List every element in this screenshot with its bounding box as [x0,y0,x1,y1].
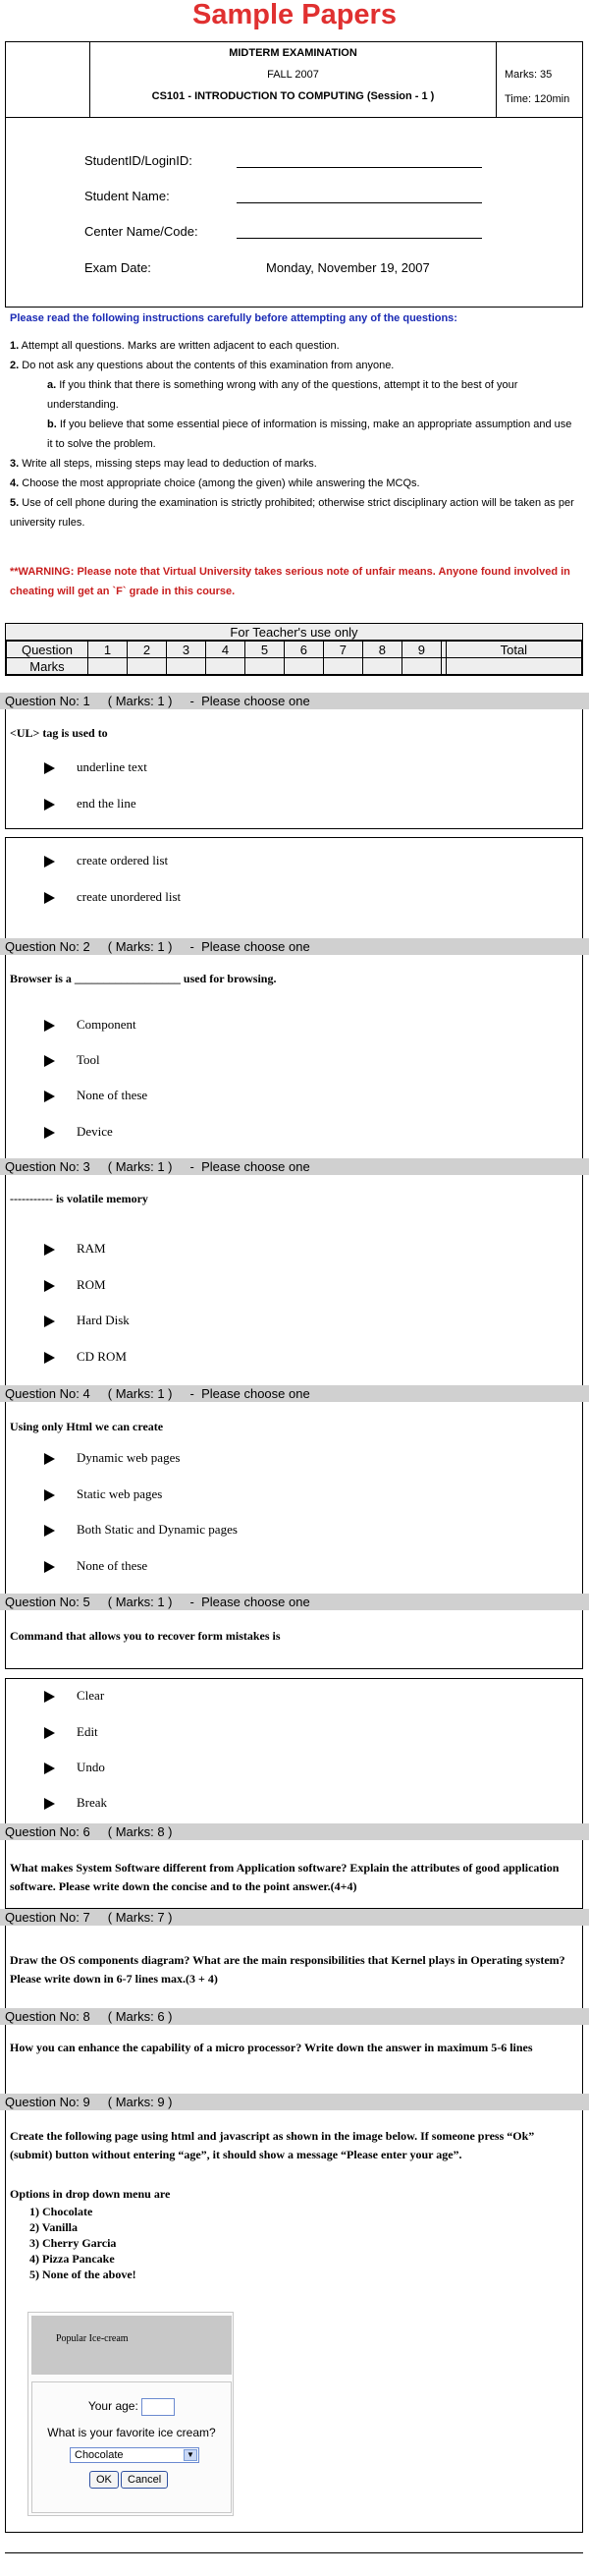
q1-option-4[interactable]: create unordered list [44,889,181,905]
question-2-text: Browser is a __________________ used for browsing. [10,972,277,985]
icecream-form-preview [27,2312,234,2516]
arrow-icon [44,1489,55,1501]
list-item: 3) Cherry Garcia [29,2236,117,2250]
teacher-col: 7 [323,642,362,658]
teacher-col: 8 [362,642,402,658]
question-7-bar: Question No: 7 ( Marks: 7 ) [0,1909,589,1926]
list-item: 2) Vanilla [29,2220,79,2234]
teacher-table [5,623,583,676]
icecream-banner: Popular Ice-cream [31,2316,232,2375]
marks-cell[interactable] [284,658,323,675]
exam-date-value: Monday, November 19, 2007 [266,260,430,275]
arrow-icon [44,1453,55,1465]
question-7-text: Draw the OS components diagram? What are the main responsibilities that Kernel plays in Operating system? Please write down in 6-7 lines max.(3 + 4) [10,1953,565,1986]
header-center [90,42,496,117]
instructions-heading: Please read the following instructions carefully before attempting any of the questions: [10,312,457,324]
question-6-text: What makes System Software different from Application software? Explain the attributes of good application software. Please write down the concise and to the point answer.(4+4) [10,1861,560,1893]
q1-option-2[interactable]: end the line [44,796,136,812]
teacher-col: 2 [127,642,166,658]
q5-option-3[interactable]: Undo [44,1760,105,1775]
arrow-icon [44,1798,55,1810]
student-id-label: StudentID/LoginID: [84,153,192,168]
favorite-label: What is your favorite ice cream? [47,2426,216,2439]
q3-option-2[interactable]: ROM [44,1277,106,1293]
instruction-4: 4. Choose the most appropriate choice (among the given) while answering the MCQs. [10,477,420,489]
q1-option-3[interactable]: create ordered list [44,853,168,868]
age-input[interactable] [141,2398,175,2416]
instruction-5: 5. Use of cell phone during the examination is strictly prohibited; otherwise strict disciplinary action will be taken as per university rules. [10,497,574,529]
arrow-icon [44,799,55,811]
age-label: Your age: [87,2399,138,2414]
teacher-col: 9 [402,642,441,658]
arrow-icon [44,1561,55,1573]
center-label: Center Name/Code: [84,224,198,239]
divider [5,307,583,308]
arrow-icon [44,1525,55,1537]
q3-option-1[interactable]: RAM [44,1241,106,1257]
q2-option-4[interactable]: Device [44,1124,113,1140]
q5-option-1[interactable]: Clear [44,1688,104,1704]
header-blank-cell [6,42,90,117]
question-4-bar: Question No: 4 ( Marks: 1 ) - Please choose one [0,1385,589,1402]
marks-cell[interactable] [205,658,244,675]
arrow-icon [44,1727,55,1739]
marks-cell[interactable] [88,658,128,675]
question-9-text: Create the following page using html and javascript as shown in the image below. If someone press “Ok” (submit) button without entering “age”, it should show a message “Please enter your age”. [10,2129,535,2161]
question-6-bar: Question No: 6 ( Marks: 8 ) [0,1823,589,1840]
question-5-text: Command that allows you to recover form mistakes is [10,1629,281,1643]
list-item: 5) None of the above! [29,2268,136,2281]
teacher-table-caption: For Teacher's use only [6,624,582,641]
options-heading: Options in drop down menu are [10,2187,171,2201]
exam-date-label: Exam Date: [84,260,151,275]
header-right [496,42,582,117]
student-id-line[interactable] [237,167,482,168]
q3-option-3[interactable]: Hard Disk [44,1313,130,1328]
exam-name: MIDTERM EXAMINATION [229,47,357,59]
q5-option-2[interactable]: Edit [44,1724,98,1740]
question-4-text: Using only Html we can create [10,1420,164,1433]
list-item: 1) Chocolate [29,2205,93,2218]
student-name-label: Student Name: [84,189,170,203]
chevron-down-icon[interactable]: ▼ [184,2449,197,2461]
q1-option-1[interactable]: underline text [44,759,147,775]
q2-option-2[interactable]: Tool [44,1052,100,1068]
exam-header [5,41,583,118]
teacher-col: 1 [88,642,128,658]
site-title: Sample Papers [192,0,397,30]
arrow-icon [44,1763,55,1774]
marks-cell[interactable] [362,658,402,675]
marks-cell[interactable] [323,658,362,675]
teacher-table-marks-row [7,658,582,675]
teacher-col-total: Total [446,642,581,658]
arrow-icon [44,1127,55,1139]
teacher-col: 4 [205,642,244,658]
q5-option-4[interactable]: Break [44,1795,107,1811]
arrow-icon [44,856,55,868]
teacher-col: 3 [166,642,205,658]
course-name: CS101 - INTRODUCTION TO COMPUTING (Session - 1 ) [151,90,435,102]
question-1-bar: Question No: 1 ( Marks: 1 ) - Please choose one [0,693,589,709]
question-9-bar: Question No: 9 ( Marks: 9 ) [0,2094,589,2110]
icecream-form [31,2381,232,2513]
question-3-bar: Question No: 3 ( Marks: 1 ) - Please choose one [0,1158,589,1175]
teacher-col: 5 [244,642,284,658]
bottom-divider [5,2552,583,2553]
exam-term: FALL 2007 [267,69,319,81]
instruction-3: 3. Write all steps, missing steps may lead to deduction of marks. [10,458,317,470]
center-line[interactable] [237,238,482,239]
arrow-icon [44,1280,55,1292]
question-8-box [5,2025,583,2098]
q3-option-4[interactable]: CD ROM [44,1349,127,1365]
arrow-icon [44,1091,55,1102]
student-name-line[interactable] [237,202,482,203]
ok-button[interactable]: OK [89,2471,119,2489]
arrow-icon [44,1244,55,1256]
q2-option-3[interactable]: None of these [44,1088,147,1103]
marks-cell[interactable] [244,658,284,675]
question-8-text: How you can enhance the capability of a micro processor? Write down the answer in maximum 5-6 lines [10,2041,533,2054]
question-5-bar: Question No: 5 ( Marks: 1 ) - Please choose one [0,1594,589,1610]
list-item: 4) Pizza Pancake [29,2252,115,2266]
arrow-icon [44,1352,55,1364]
student-info [5,118,583,307]
arrow-icon [44,892,55,904]
selected-flavor: Chocolate [75,2449,124,2461]
exam-time: Time: 120min [505,93,570,105]
cancel-button[interactable]: Cancel [121,2471,168,2489]
teacher-table-header-row [7,642,582,658]
icecream-select[interactable] [70,2447,199,2463]
arrow-icon [44,1316,55,1327]
marks-cell[interactable] [446,658,581,675]
teacher-col: 6 [284,642,323,658]
question-8-bar: Question No: 8 ( Marks: 6 ) [0,2008,589,2025]
arrow-icon [44,1691,55,1703]
question-3-text: ----------- is volatile memory [10,1192,148,1205]
q4-option-1[interactable]: Dynamic web pages [44,1450,180,1466]
q4-option-3[interactable]: Both Static and Dynamic pages [44,1522,238,1538]
question-1-text: <UL> tag is used to [10,726,108,740]
question-2-bar: Question No: 2 ( Marks: 1 ) - Please choose one [0,938,589,955]
marks-cell[interactable] [166,658,205,675]
arrow-icon [44,1055,55,1067]
instruction-2: 2. Do not ask any questions about the contents of this examination from anyone. [10,360,395,371]
cheating-warning: **WARNING: Please note that Virtual University takes serious note of unfair means. Anyone found involved in cheating will get an `F` grade in this course. [10,566,570,597]
marks-cell[interactable] [402,658,441,675]
age-row [32,2398,231,2416]
teacher-question-label: Question [7,642,88,658]
q2-option-1[interactable]: Component [44,1017,136,1033]
teacher-marks-label: Marks [7,658,88,675]
instruction-2b: b. If you believe that some essential piece of information is missing, make an appropriate assumption and use it to solve the problem. [47,419,572,450]
instruction-1: 1. Attempt all questions. Marks are written adjacent to each question. [10,340,340,352]
total-marks: Marks: 35 [505,69,553,81]
q4-option-4[interactable]: None of these [44,1558,147,1574]
instruction-2a: a. If you think that there is something wrong with any of the questions, attempt it to the best of your understanding. [47,379,518,411]
arrow-icon [44,762,55,774]
arrow-icon [44,1020,55,1032]
q4-option-2[interactable]: Static web pages [44,1486,162,1502]
marks-cell[interactable] [127,658,166,675]
